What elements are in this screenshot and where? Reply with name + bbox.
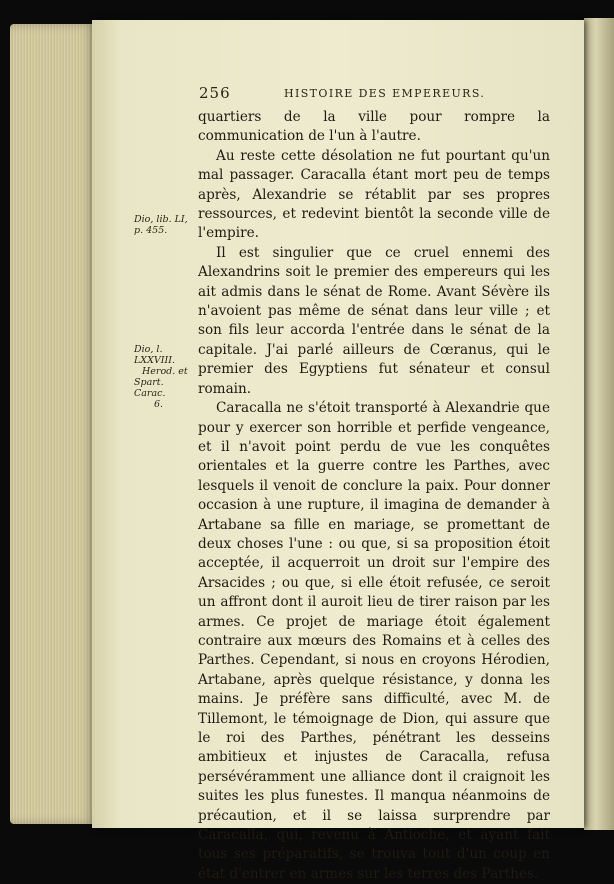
margin-note-dio-herod-spart [134,344,198,410]
facing-page-edge [584,18,614,830]
running-title: HISTOIRE DES EMPEREURS. [284,87,486,100]
page-header [92,84,584,104]
margin-note-dio-lib-li [134,214,198,236]
paragraph: quartiers de la ville pour rompre la communication de l'un à l'autre. [198,109,550,145]
margin-note-line: Spart. Carac. [134,377,166,399]
paragraph: Au reste cette désolation ne fut pourtant qu'un mal passager. Caracalla étant mort peu de temps après, Alexandrie se rétablit par ses propres ressources, et redevint bientôt la seconde ville de l'empire. [198,147,550,242]
margin-note-line: Herod. et [142,366,188,377]
margin-note-line: Dio, lib. LI, [134,214,188,225]
margin-note-line: 6. [154,399,164,410]
margin-note-line: Dio, l. LXXVIII. [134,344,175,366]
book-page-edges [10,24,96,824]
body-text [198,108,550,884]
paragraph: Caracalla ne s'étoit transporté à Alexandrie que pour y exercer son horrible et perfide vengeance, et il n'avoit point perdu de vue les conquêtes orientales et la guerre contre les Parthes, avec lesquels il venoit de conclure la paix. Pour donner occasion à une rupture, il imagina de demander à Artabane sa fille en mariage, se promettant de deux choses l'une : ou que, si sa proposition étoit acceptée, il acquerroit un droit sur l'empire des Arsacides ; ou que, si elle étoit refusée, ce seroit un affront dont il auroit lieu de tirer raison par les armes. Ce projet de mariage étoit également contraire aux mœurs des Romains et à celles des Parthes. Cependant, si nous en croyons Hérodien, Artabane, après quelque résistance, y donna les mains. Je préfère sans difficulté, avec M. de Tillemont, le témoignage de Dion, qui assure que le roi des Parthes, pénétrant les desseins ambitieux et injustes de Caracalla, refusa persévéramment une alliance dont il craignoit les suites les plus funestes. Il manqua néanmoins de précaution, et il se laissa surprendre par Caracalla, qui, revenu à Antioche, et ayant fait tous ses préparatifs, se trouva tout d'un coup en état d'entrer en armes sur les terres des Parthes. [198,400,550,882]
page-number: 256 [199,84,231,102]
book-page [92,20,584,882]
paragraph: Il est singulier que ce cruel ennemi des Alexandrins soit le premier des empereurs qui les ait admis dans le sénat de Rome. Avant Sévère ils n'avoient pas même de sénat dans leur ville ; et son fils leur accorda l'entrée dans le sénat de la capitale. J'ai parlé ailleurs de Cœranus, qui le premier des Egyptiens fut sénateur et consul romain. [198,244,550,397]
margin-note-line: p. 455. [134,225,168,236]
